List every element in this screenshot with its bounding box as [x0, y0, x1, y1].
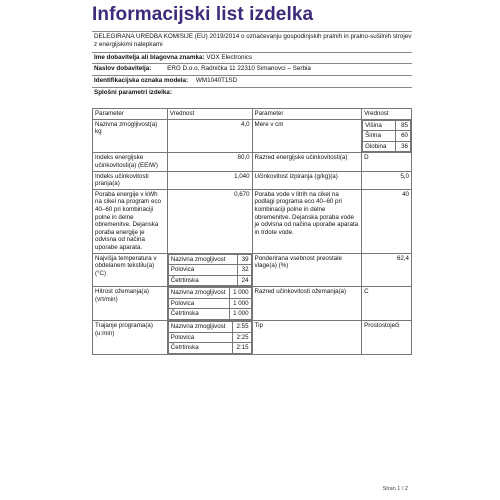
table-row — [93, 253, 412, 287]
load-label: Nazivna zmogljivost — [168, 288, 230, 299]
load-value: 32 — [237, 265, 251, 276]
param-value: 40 — [362, 189, 412, 253]
load-label: Polovica — [168, 298, 230, 309]
supplier-value: VOX Electronics — [206, 54, 253, 61]
load-value: 1 000 — [230, 298, 251, 309]
page-number: Stran 1 / 2 — [382, 486, 408, 492]
param-value: Prostostoječi — [362, 321, 412, 355]
sub-values-cell — [167, 253, 252, 287]
column-header: Vrednost — [167, 109, 252, 120]
table-row — [93, 171, 412, 189]
column-header: Parameter — [93, 109, 168, 120]
address-label: Naslov dobavitelja: — [94, 65, 152, 72]
load-value: 1 000 — [230, 309, 251, 320]
divider — [92, 31, 412, 32]
table-row — [93, 321, 412, 355]
param-value: 80,0 — [167, 153, 252, 171]
divider — [92, 87, 412, 88]
param-value: 62,4 — [362, 253, 412, 287]
param-name: Učinkovitost izpiranja (g/kg)(a) — [252, 171, 362, 189]
param-name: Ponderirana vsebnost preostale vlage(a) (%) — [252, 253, 362, 287]
param-name: Indeks energijske učinkovitosti(a) (EEIW) — [93, 153, 168, 171]
model-label: Identifikacijska oznaka modela: — [94, 77, 189, 84]
param-name: Trajanje programa(a) (u:min) — [93, 321, 168, 355]
param-name: Indeks učinkovitosti pranja(a) — [93, 171, 168, 189]
param-name: Nazivna zmogljivost(a) kg — [93, 119, 168, 153]
dimensions-cell — [362, 119, 412, 153]
load-value: 2:15 — [233, 343, 251, 354]
param-name: Mere v cm — [252, 119, 362, 153]
address-row — [94, 65, 412, 73]
load-label: Polovica — [168, 332, 232, 343]
regulation-intro: DELEGIRANA UREDBA KOMISIJE (EU) 2019/2014 o označevanju gospodinjskih pralnih in pralno-sušilnih strojev z energijskimi nalepkami — [94, 33, 412, 48]
divider — [92, 75, 412, 76]
load-label: Četrtinska — [168, 275, 237, 286]
address-value: ERG D.o.o, Radnička 11 22310 Simanovci – Serbia — [167, 65, 311, 72]
load-label: Četrtinska — [168, 309, 230, 320]
param-name: Poraba energije v kWh na cikel na program eco 40–60 pri kombinaciji polne in delne obremenitve. Dejanska poraba energije je odvisna od načina uporabe aparata. — [93, 189, 168, 253]
table-row — [93, 119, 412, 153]
table-header-row — [93, 109, 412, 120]
load-label: Četrtinska — [168, 343, 232, 354]
load-value: 2:25 — [233, 332, 251, 343]
load-value: 1 000 — [230, 288, 251, 299]
param-value: 5,0 — [362, 171, 412, 189]
supplier-row — [94, 54, 412, 62]
table-row — [93, 153, 412, 171]
dim-label: Globina — [363, 141, 396, 152]
dim-label: Širina — [363, 131, 396, 142]
model-row — [94, 77, 412, 85]
table-row — [93, 189, 412, 253]
page-title: Informacijski list izdelka — [92, 4, 314, 25]
sub-values-cell — [167, 287, 252, 321]
divider — [92, 63, 412, 64]
load-label: Nazivna zmogljivost — [168, 254, 237, 265]
dim-label: Višina — [363, 120, 396, 131]
load-value: 24 — [237, 275, 251, 286]
load-label: Nazivna zmogljivost — [168, 322, 232, 333]
param-value: 1,040 — [167, 171, 252, 189]
column-header: Parameter — [252, 109, 362, 120]
param-value: 0,670 — [167, 189, 252, 253]
load-value: 2:55 — [233, 322, 251, 333]
param-name: Hitrost ožemanja(a) (vrt/min) — [93, 287, 168, 321]
parameters-table — [92, 108, 412, 355]
divider — [92, 52, 412, 53]
model-value: WM1040T1SD — [195, 77, 238, 84]
load-value: 39 — [237, 254, 251, 265]
param-value: 4,0 — [167, 119, 252, 153]
table-row — [93, 287, 412, 321]
dimensions-table — [362, 120, 411, 153]
dim-value: 60 — [396, 131, 411, 142]
column-header: Vrednost — [362, 109, 412, 120]
supplier-label: Ime dobavitelja ali blagovna znamka: — [94, 54, 205, 61]
load-label: Polovica — [168, 265, 237, 276]
param-value: D — [362, 153, 412, 171]
dim-value: 36 — [396, 141, 411, 152]
param-name: Tip — [252, 321, 362, 355]
sub-values-cell — [167, 321, 252, 355]
param-name: Poraba vode v litrih na cikel na podlagi programa eco 40–60 pri kombinaciji polne in delne obremenitve. Dejanska poraba vode je odvisna od načina uporabe aparata in trdote vode. — [252, 189, 362, 253]
param-name: Razred energijske učinkovitosti(a) — [252, 153, 362, 171]
dim-value: 85 — [396, 120, 411, 131]
param-value: C — [362, 287, 412, 321]
param-name: Razred učinkovitosti ožemanja(a) — [252, 287, 362, 321]
general-parameters-heading: Splošni parametri izdelka: — [94, 89, 173, 96]
param-name: Najvišja temperatura v obdelanem tekstilu(a) (°C) — [93, 253, 168, 287]
